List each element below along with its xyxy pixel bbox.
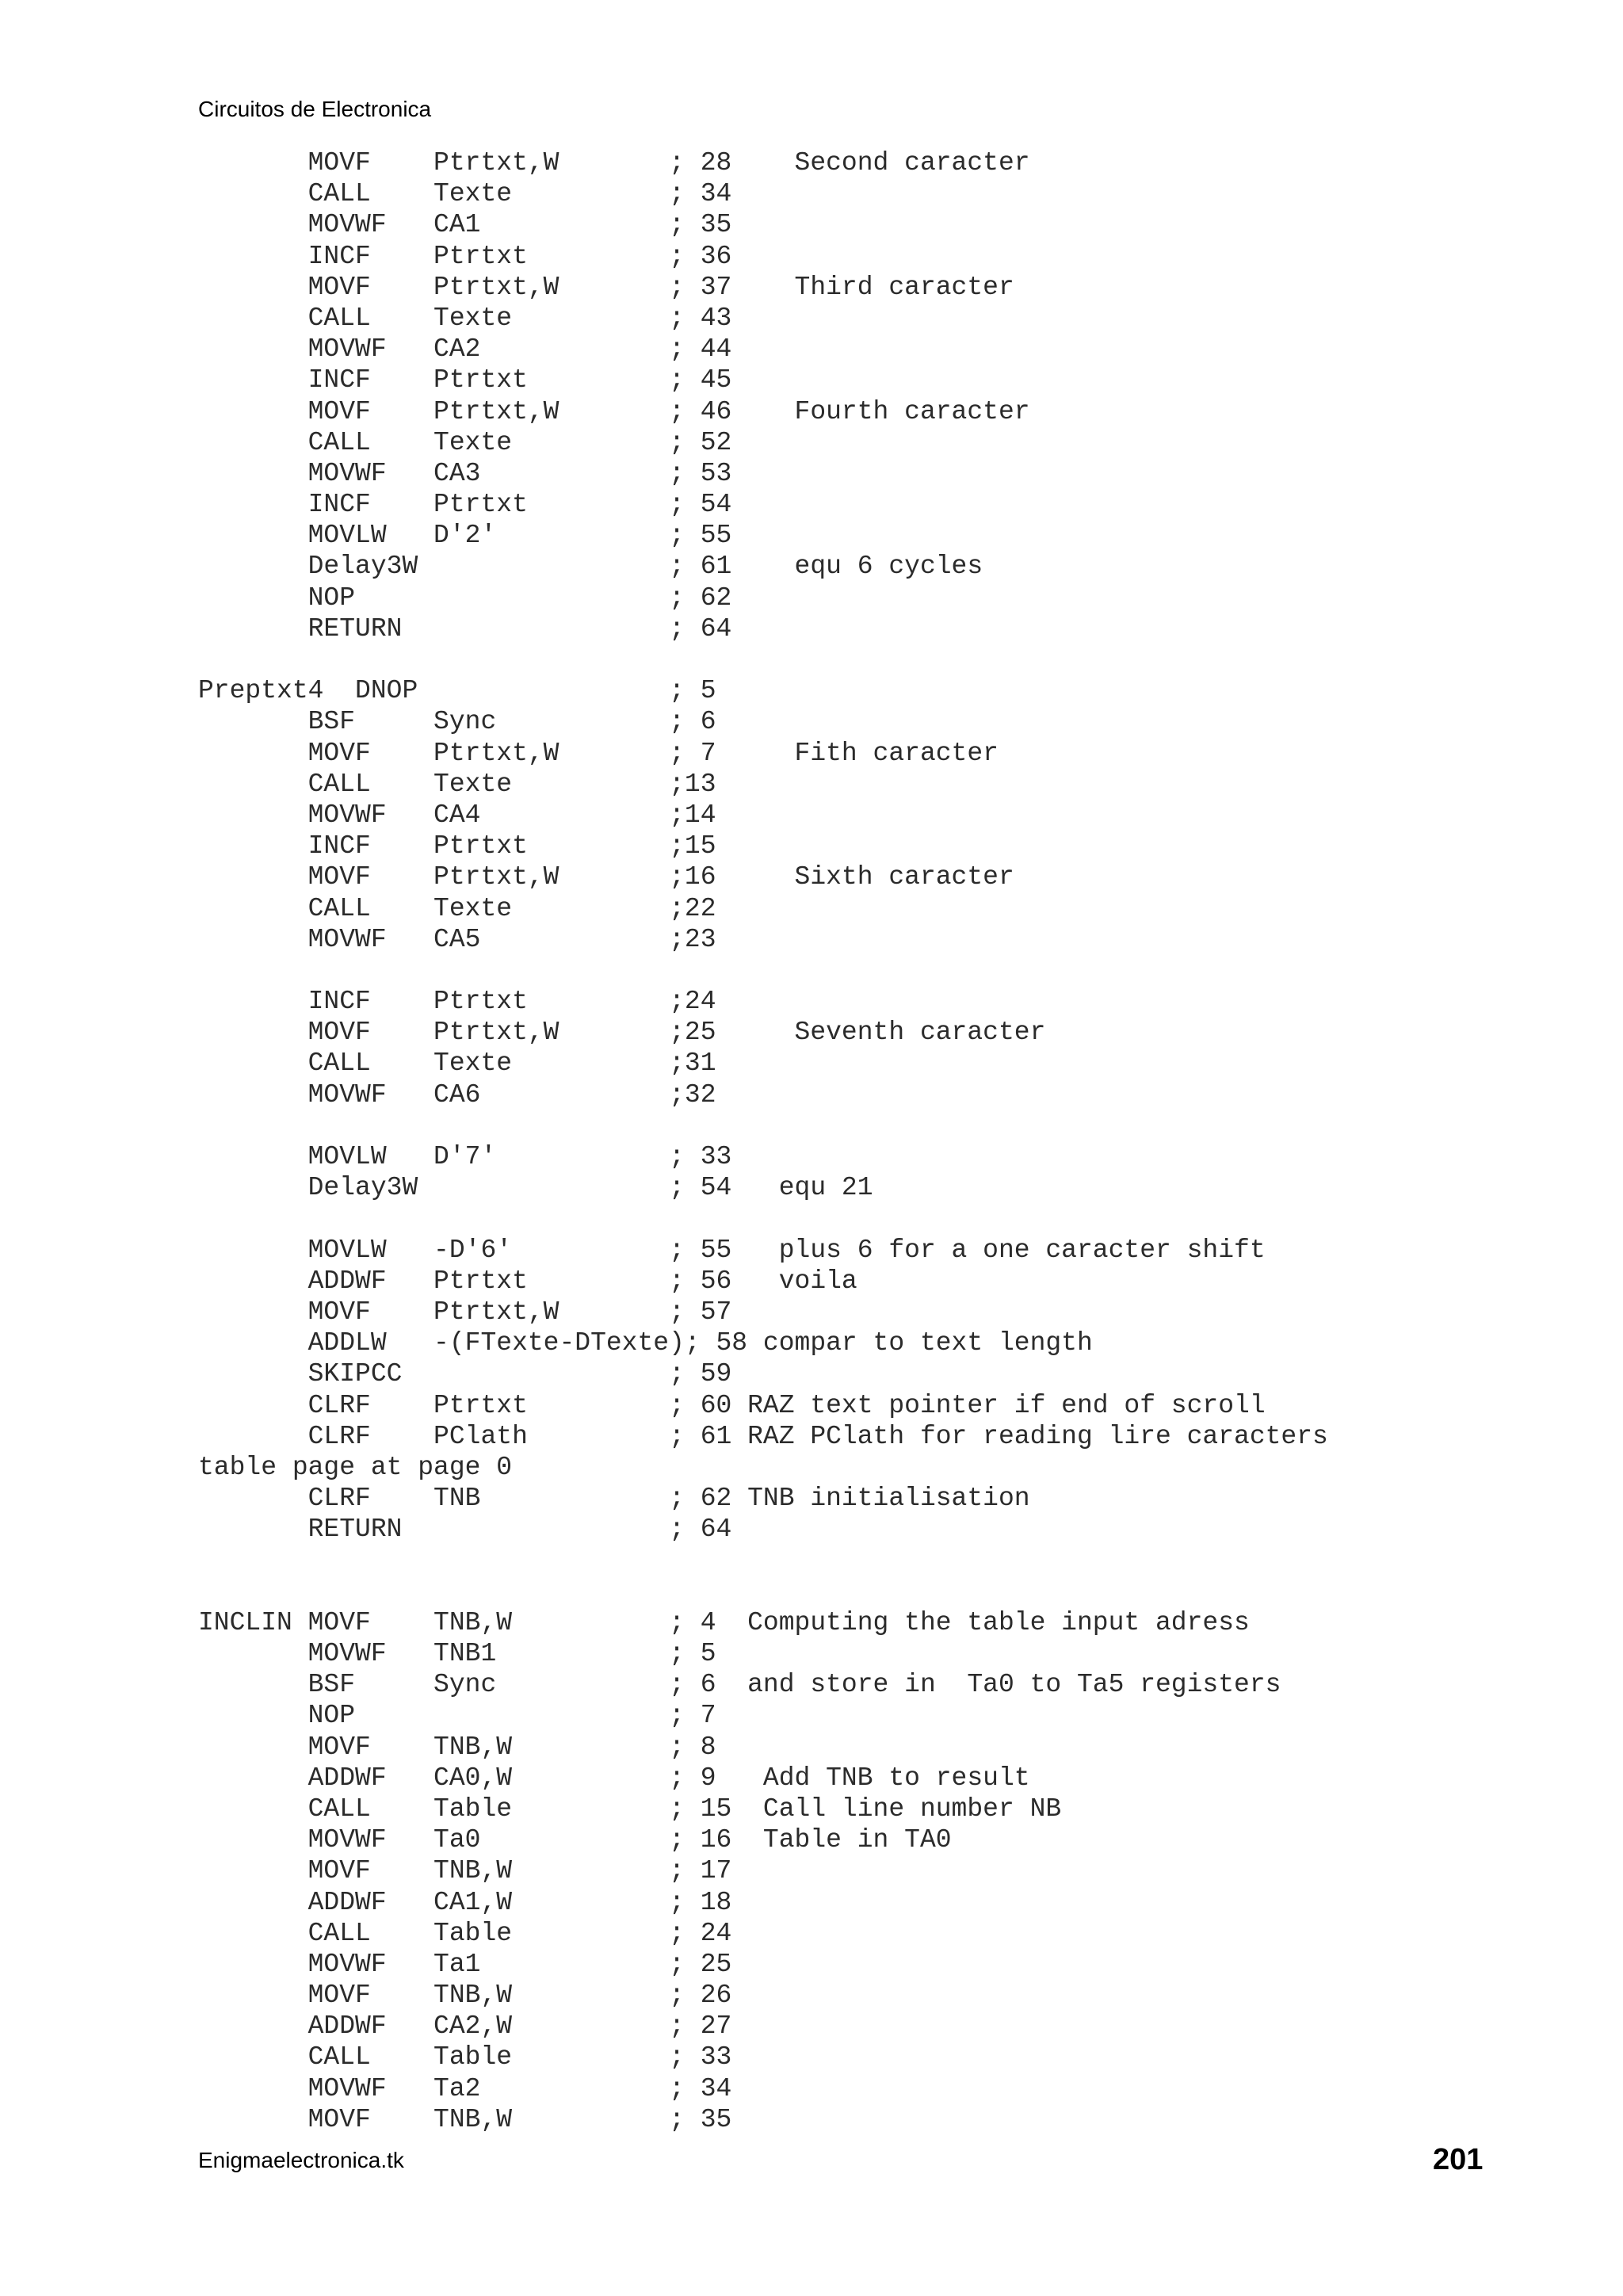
code-line: CALL Table ; 15 Call line number NB [198,1794,1062,1824]
code-line: SKIPCC ; 59 [198,1359,732,1389]
code-line: MOVF TNB,W ; 35 [198,2104,732,2134]
code-line: MOVWF CA6 ;32 [198,1079,716,1110]
code-line: CALL Texte ;22 [198,893,716,923]
code-line: MOVF TNB,W ; 17 [198,1856,732,1886]
code-line: Delay3W ; 54 equ 21 [198,1173,873,1203]
page-number: 201 [1433,2143,1484,2176]
code-line: CLRF TNB ; 62 TNB initialisation [198,1484,1030,1514]
footer-website: Enigmaelectronica.tk [198,2148,404,2172]
page-header-title: Circuitos de Electronica [198,97,432,121]
code-line: MOVF Ptrtxt,W ; 37 Third caracter [198,272,1014,302]
code-line: MOVWF CA1 ; 35 [198,210,732,240]
code-line: MOVF Ptrtxt,W ;16 Sixth caracter [198,862,1014,892]
code-line: MOVWF Ta1 ; 25 [198,1949,732,1979]
code-line: MOVWF Ta0 ; 16 Table in TA0 [198,1825,952,1855]
code-line: ADDWF CA2,W ; 27 [198,2011,732,2042]
code-line: CLRF Ptrtxt ; 60 RAZ text pointer if end of scroll [198,1390,1266,1420]
code-line: Delay3W ; 61 equ 6 cycles [198,552,983,582]
code-line: BSF Sync ; 6 [198,707,716,737]
code-line: NOP ; 62 [198,583,732,613]
code-line: RETURN ; 64 [198,613,732,644]
code-line: CALL Table ; 33 [198,2042,732,2073]
code-line: MOVWF Ta2 ; 34 [198,2073,732,2103]
code-line [198,955,1545,986]
code-line: MOVF Ptrtxt,W ; 28 Second caracter [198,148,1030,178]
code-line: ADDWF Ptrtxt ; 56 voila [198,1266,857,1296]
code-line [198,1203,1545,1234]
code-line: INCF Ptrtxt ; 36 [198,241,732,271]
code-line: CALL Texte ;13 [198,769,716,799]
code-line: MOVF Ptrtxt,W ;25 Seventh caracter [198,1018,1046,1048]
code-line: CALL Texte ; 52 [198,427,732,457]
code-line: MOVLW D'7' ; 33 [198,1142,732,1171]
code-line: ADDWF CA0,W ; 9 Add TNB to result [198,1763,1030,1793]
code-line: MOVWF TNB1 ; 5 [198,1639,716,1668]
code-line: MOVF TNB,W ; 8 [198,1732,716,1762]
code-line: CALL Texte ; 34 [198,179,732,209]
code-line: INCLIN MOVF TNB,W ; 4 Computing the table input adress [198,1607,1250,1637]
code-line [198,1545,1545,1576]
assembly-code-listing [198,147,1545,2145]
code-line: MOVF Ptrtxt,W ; 46 Fourth caracter [198,396,1030,426]
code-line: Preptxt4 DNOP ; 5 [198,676,716,706]
code-line: MOVWF CA5 ;23 [198,924,716,954]
code-line: INCF Ptrtxt ;15 [198,831,716,861]
code-line: MOVWF CA4 ;14 [198,800,716,830]
code-line: INCF Ptrtxt ; 45 [198,365,732,395]
code-line: RETURN ; 64 [198,1515,732,1545]
code-line: MOVF Ptrtxt,W ; 57 [198,1297,732,1327]
code-line: CALL Table ; 24 [198,1918,732,1948]
code-line [198,1110,1545,1141]
code-line: CALL Texte ;31 [198,1049,716,1079]
code-line: table page at page 0 [198,1452,513,1482]
code-line: CLRF PClath ; 61 RAZ PClath for reading lire caracters [198,1421,1328,1451]
code-line: INCF Ptrtxt ; 54 [198,490,732,520]
code-line: ADDWF CA1,W ; 18 [198,1887,732,1917]
code-line: MOVLW -D'6' ; 55 plus 6 for a one caracter shift [198,1235,1266,1265]
code-line: ADDLW -(FTexte-DTexte); 58 compar to text length [198,1328,1093,1358]
code-line: MOVWF CA2 ; 44 [198,334,732,365]
code-line: MOVLW D'2' ; 55 [198,521,732,551]
code-line: NOP ; 7 [198,1701,716,1731]
code-line: CALL Texte ; 43 [198,303,732,333]
code-line: BSF Sync ; 6 and store in Ta0 to Ta5 registers [198,1670,1281,1700]
code-line: MOVWF CA3 ; 53 [198,458,732,488]
code-line: INCF Ptrtxt ;24 [198,987,716,1017]
code-line [198,644,1545,675]
code-line: MOVF TNB,W ; 26 [198,1981,732,2011]
code-line: MOVF Ptrtxt,W ; 7 Fith caracter [198,738,999,768]
code-line [198,1576,1545,1607]
